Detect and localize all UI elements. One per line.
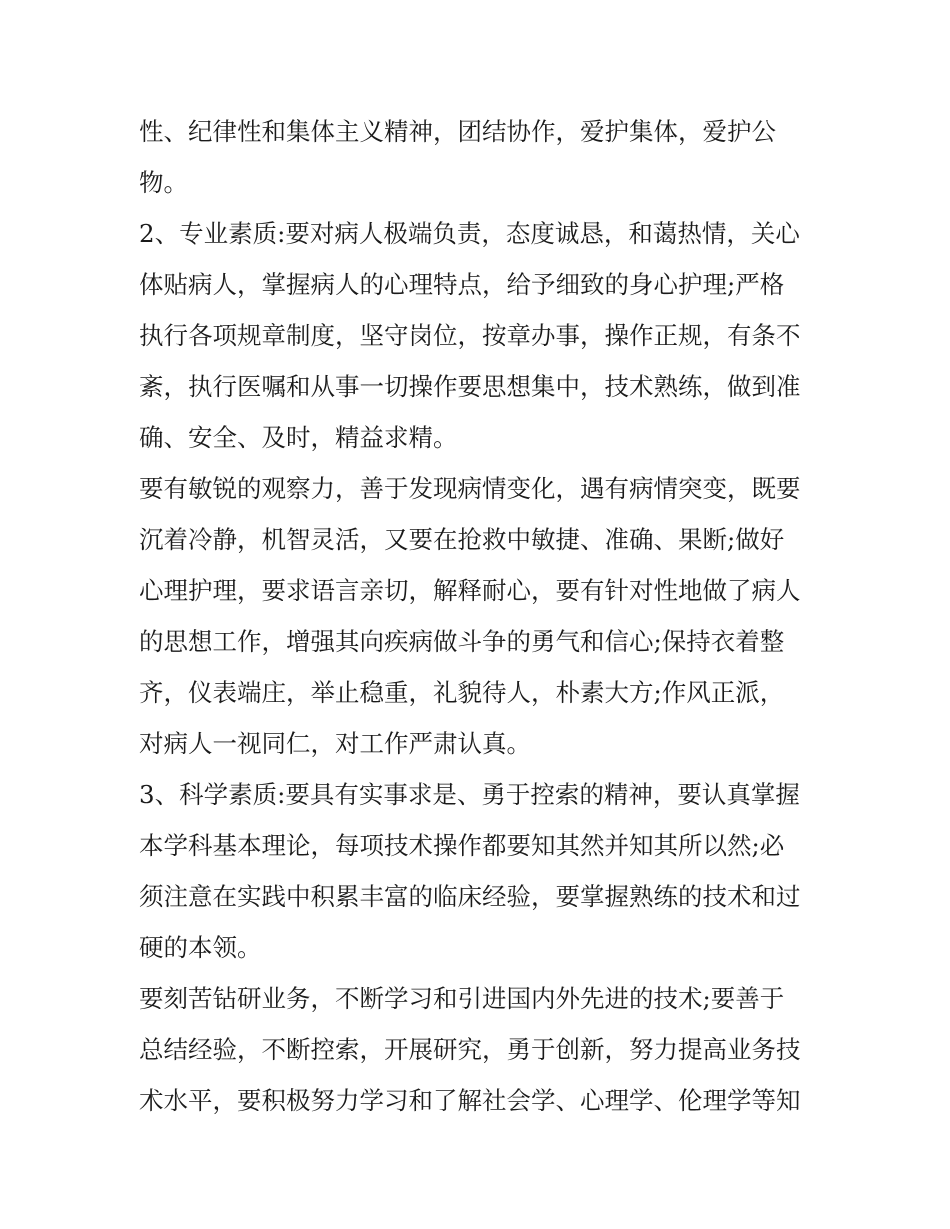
- text-line: 术水平，要积极努力学习和了解社会学、心理学、伦理学等知: [139, 1086, 801, 1115]
- text-line: 齐，仪表端庄，举止稳重，礼貌待人，朴素大方;作风正派，: [139, 678, 785, 707]
- text-line: 须注意在实践中积累丰富的临床经验，要掌握熟练的技术和过: [139, 882, 801, 911]
- text-line: 总结经验，不断控索，开展研究，勇于创新，努力提高业务技: [139, 1035, 801, 1064]
- text-line: 2、专业素质:要对病人极端负责，态度诚恳，和蔼热情，关心: [139, 219, 800, 248]
- text-line: 硬的本领。: [139, 933, 262, 962]
- text-line: 对病人一视同仁，对工作严肃认真。: [139, 729, 531, 758]
- text-line: 的思想工作，增强其向疾病做斗争的勇气和信心;保持衣着整: [139, 627, 785, 656]
- text-line: 本学科基本理论，每项技术操作都要知其然并知其所以然;必: [139, 831, 785, 860]
- text-line: 执行各项规章制度，坚守岗位，按章办事，操作正规，有条不: [139, 321, 801, 350]
- text-line: 确、安全、及时，精益求精。: [139, 423, 458, 452]
- text-line: 性、纪律性和集体主义精神，团结协作，爱护集体，爱护公: [139, 117, 776, 146]
- text-line: 紊，执行医嘱和从事一切操作要思想集中，技术熟练，做到准: [139, 372, 801, 401]
- body-text: [139, 106, 829, 1126]
- text-line: 体贴病人，掌握病人的心理特点，给予细致的身心护理;严格: [139, 270, 785, 299]
- text-line: 要刻苦钻研业务，不断学习和引进国内外先进的技术;要善于: [139, 984, 785, 1013]
- text-line: 要有敏锐的观察力，善于发现病情变化，遇有病情突变，既要: [139, 474, 801, 503]
- text-line: 心理护理，要求语言亲切，解释耐心，要有针对性地做了病人: [139, 576, 801, 605]
- text-line: 沉着冷静，机智灵活，又要在抢救中敏捷、准确、果断;做好: [139, 525, 785, 554]
- text-line: 物。: [139, 168, 188, 197]
- text-line: 3、科学素质:要具有实事求是、勇于控索的精神，要认真掌握: [139, 780, 800, 809]
